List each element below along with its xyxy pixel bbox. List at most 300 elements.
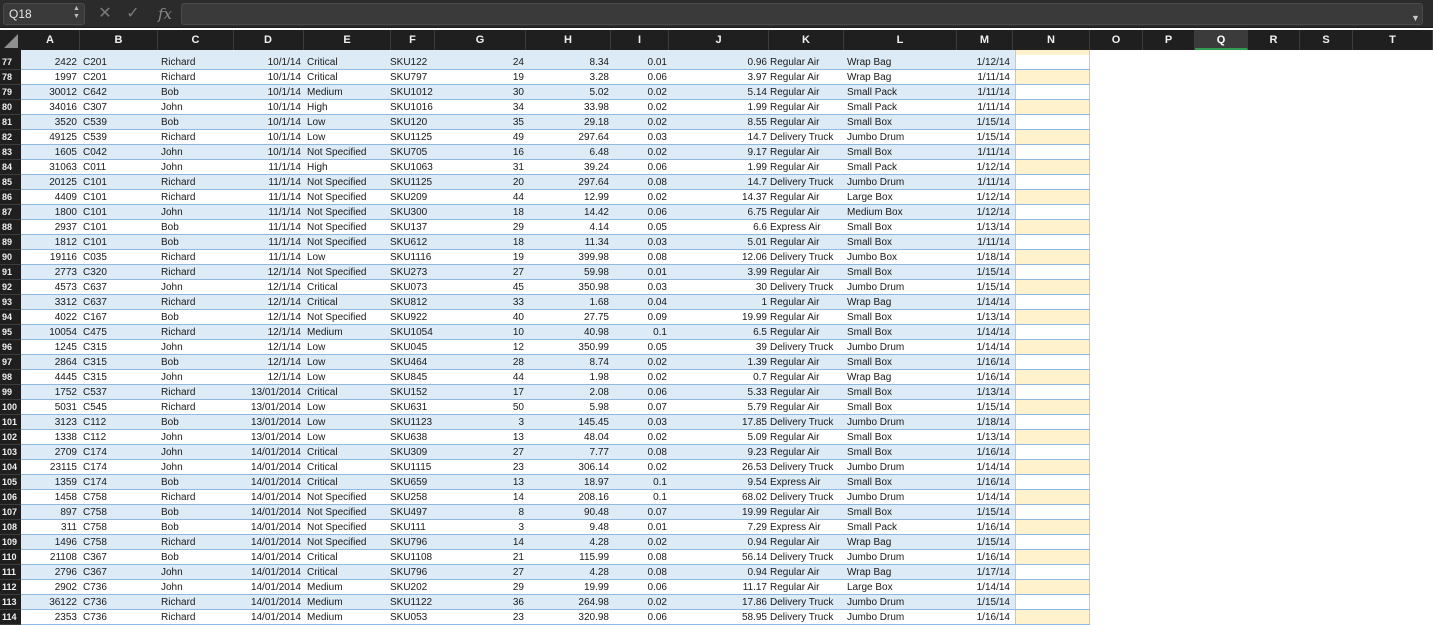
row-header[interactable]: 79 bbox=[0, 85, 21, 100]
cell-l[interactable]: Jumbo Drum bbox=[847, 177, 905, 188]
cell-i[interactable]: 0.03 bbox=[647, 237, 667, 248]
cell-e[interactable]: Not Specified bbox=[307, 222, 367, 233]
cell-c[interactable]: Richard bbox=[161, 387, 196, 398]
cell-k[interactable]: Regular Air bbox=[770, 72, 820, 83]
cell-a[interactable]: 897 bbox=[60, 507, 77, 518]
row-header[interactable]: 94 bbox=[0, 310, 21, 325]
cell-m[interactable]: 1/16/14 bbox=[976, 612, 1010, 623]
cell-e[interactable]: Not Specified bbox=[307, 312, 367, 323]
cell-j[interactable]: 68.02 bbox=[741, 492, 767, 503]
cell-j[interactable]: 58.95 bbox=[741, 612, 767, 623]
cell-f[interactable]: SKU659 bbox=[390, 477, 428, 488]
cell-n[interactable] bbox=[1015, 175, 1090, 190]
cell-e[interactable]: Medium bbox=[307, 327, 343, 338]
cell-a[interactable]: 3123 bbox=[54, 417, 77, 428]
cell-k[interactable]: Delivery Truck bbox=[770, 612, 834, 623]
cell-a[interactable]: 2422 bbox=[54, 57, 77, 68]
column-header-n[interactable]: N bbox=[1013, 30, 1090, 50]
cell-n[interactable] bbox=[1015, 430, 1090, 445]
cell-c[interactable]: John bbox=[161, 282, 183, 293]
cell-e[interactable]: Low bbox=[307, 432, 326, 443]
cell-c[interactable]: Bob bbox=[161, 477, 179, 488]
cell-n[interactable] bbox=[1015, 70, 1090, 85]
cell-l[interactable]: Jumbo Drum bbox=[847, 417, 905, 428]
cell-a[interactable]: 4022 bbox=[54, 312, 77, 323]
cell-i[interactable]: 0.02 bbox=[647, 87, 667, 98]
cell-h[interactable]: 39.24 bbox=[583, 162, 609, 173]
cell-g[interactable]: 23 bbox=[512, 612, 524, 623]
cell-a[interactable]: 2902 bbox=[54, 582, 77, 593]
cell-b[interactable]: C174 bbox=[83, 477, 107, 488]
cell-e[interactable]: Low bbox=[307, 402, 326, 413]
cell-g[interactable]: 12 bbox=[512, 342, 524, 353]
cell-h[interactable]: 1.98 bbox=[589, 372, 609, 383]
cell-e[interactable]: Not Specified bbox=[307, 507, 367, 518]
cell-i[interactable]: 0.07 bbox=[647, 402, 667, 413]
cell-k[interactable]: Delivery Truck bbox=[770, 132, 834, 143]
column-header-a[interactable]: A bbox=[21, 30, 80, 50]
name-box[interactable] bbox=[3, 3, 85, 25]
cell-i[interactable]: 0.02 bbox=[647, 537, 667, 548]
cell-k[interactable]: Regular Air bbox=[770, 147, 820, 158]
cell-c[interactable]: Bob bbox=[161, 357, 179, 368]
cell-h[interactable]: 14.42 bbox=[583, 207, 609, 218]
cell-j[interactable]: 3.99 bbox=[747, 267, 767, 278]
cell-j[interactable]: 26.53 bbox=[741, 462, 767, 473]
cell-k[interactable]: Regular Air bbox=[770, 402, 820, 413]
cell-n[interactable] bbox=[1015, 280, 1090, 295]
cell-f[interactable]: SKU464 bbox=[390, 357, 428, 368]
cell-a[interactable]: 2937 bbox=[54, 222, 77, 233]
cell-g[interactable]: 35 bbox=[512, 117, 524, 128]
column-header-i[interactable]: I bbox=[611, 30, 669, 50]
cell-d[interactable]: 13/01/2014 bbox=[250, 387, 301, 398]
cell-f[interactable]: SKU1108 bbox=[390, 552, 433, 563]
cell-n[interactable] bbox=[1015, 235, 1090, 250]
cell-b[interactable]: C736 bbox=[83, 597, 107, 608]
cell-i[interactable]: 0.1 bbox=[653, 327, 667, 338]
cell-j[interactable]: 6.75 bbox=[747, 207, 767, 218]
cell-b[interactable]: C101 bbox=[83, 207, 107, 218]
cell-a[interactable]: 1605 bbox=[54, 147, 77, 158]
cell-i[interactable]: 0.08 bbox=[647, 447, 667, 458]
cell-g[interactable]: 45 bbox=[512, 282, 524, 293]
cell-g[interactable]: 13 bbox=[512, 477, 524, 488]
cell-d[interactable]: 11/1/14 bbox=[268, 222, 301, 233]
cell-n[interactable] bbox=[1015, 415, 1090, 430]
cell-m[interactable]: 1/14/14 bbox=[976, 582, 1010, 593]
cell-l[interactable]: Small Box bbox=[847, 477, 893, 488]
row-header[interactable]: 101 bbox=[0, 415, 21, 430]
cell-f[interactable]: SKU202 bbox=[390, 582, 428, 593]
cell-g[interactable]: 19 bbox=[512, 252, 524, 263]
cell-m[interactable]: 1/18/14 bbox=[976, 417, 1010, 428]
cell-a[interactable]: 1800 bbox=[54, 207, 77, 218]
cell-i[interactable]: 0.09 bbox=[647, 312, 667, 323]
expand-formula-bar-icon[interactable]: ▼ bbox=[1411, 13, 1420, 23]
cancel-icon[interactable]: ✕ bbox=[98, 5, 112, 22]
cell-l[interactable]: Small Box bbox=[847, 222, 893, 233]
cell-i[interactable]: 0.08 bbox=[647, 252, 667, 263]
cell-g[interactable]: 36 bbox=[512, 597, 524, 608]
cell-g[interactable]: 27 bbox=[512, 447, 524, 458]
cell-m[interactable]: 1/14/14 bbox=[976, 297, 1010, 308]
cell-k[interactable]: Express Air bbox=[770, 477, 821, 488]
row-header[interactable]: 106 bbox=[0, 490, 21, 505]
cell-e[interactable]: Critical bbox=[307, 282, 338, 293]
cell-f[interactable]: SKU120 bbox=[390, 117, 428, 128]
cell-i[interactable]: 0.04 bbox=[647, 297, 667, 308]
cell-c[interactable]: Richard bbox=[161, 597, 196, 608]
cell-g[interactable]: 44 bbox=[512, 372, 524, 383]
cell-g[interactable]: 27 bbox=[512, 267, 524, 278]
cell-g[interactable]: 34 bbox=[512, 102, 524, 113]
cell-g[interactable]: 33 bbox=[512, 297, 524, 308]
cell-c[interactable]: John bbox=[161, 372, 183, 383]
cell-l[interactable]: Wrap Bag bbox=[847, 567, 892, 578]
cell-b[interactable]: C042 bbox=[83, 147, 107, 158]
cell-l[interactable]: Small Box bbox=[847, 147, 893, 158]
cell-f[interactable]: SKU812 bbox=[390, 297, 428, 308]
cell-n[interactable] bbox=[1015, 400, 1090, 415]
cell-d[interactable]: 10/1/14 bbox=[267, 72, 301, 83]
cell-h[interactable]: 18.97 bbox=[583, 477, 609, 488]
cell-c[interactable]: Bob bbox=[161, 87, 179, 98]
cell-e[interactable]: Low bbox=[307, 252, 326, 263]
cell-k[interactable]: Regular Air bbox=[770, 117, 820, 128]
cell-k[interactable]: Regular Air bbox=[770, 162, 820, 173]
cell-j[interactable]: 12.06 bbox=[741, 252, 767, 263]
cell-l[interactable]: Medium Box bbox=[847, 207, 903, 218]
cell-k[interactable]: Regular Air bbox=[770, 237, 820, 248]
cell-g[interactable]: 3 bbox=[518, 417, 524, 428]
cell-l[interactable]: Large Box bbox=[847, 582, 893, 593]
cell-j[interactable]: 5.09 bbox=[747, 432, 767, 443]
cell-c[interactable]: Richard bbox=[161, 267, 196, 278]
cell-c[interactable]: John bbox=[161, 462, 183, 473]
cell-j[interactable]: 14.7 bbox=[747, 177, 767, 188]
cell-g[interactable]: 24 bbox=[512, 57, 524, 68]
cell-d[interactable]: 13/01/2014 bbox=[250, 417, 301, 428]
cell-grid[interactable] bbox=[21, 50, 1433, 625]
cell-j[interactable]: 56.14 bbox=[741, 552, 767, 563]
cell-m[interactable]: 1/16/14 bbox=[976, 552, 1010, 563]
row-header[interactable]: 88 bbox=[0, 220, 21, 235]
cell-d[interactable]: 13/01/2014 bbox=[250, 432, 301, 443]
cell-i[interactable]: 0.01 bbox=[647, 57, 667, 68]
row-header[interactable]: 109 bbox=[0, 535, 21, 550]
cell-m[interactable]: 1/11/14 bbox=[977, 102, 1010, 113]
cell-a[interactable]: 19116 bbox=[49, 252, 77, 263]
cell-c[interactable]: Richard bbox=[161, 177, 196, 188]
cell-e[interactable]: Not Specified bbox=[307, 237, 367, 248]
cell-d[interactable]: 12/1/14 bbox=[267, 297, 301, 308]
column-header-o[interactable]: O bbox=[1090, 30, 1143, 50]
formula-input[interactable] bbox=[181, 3, 1423, 25]
cell-e[interactable]: Low bbox=[307, 372, 326, 383]
cell-b[interactable]: C545 bbox=[83, 402, 107, 413]
cell-h[interactable]: 1.68 bbox=[589, 297, 609, 308]
cell-i[interactable]: 0.02 bbox=[647, 372, 667, 383]
cell-b[interactable]: C011 bbox=[83, 162, 107, 173]
cell-h[interactable]: 11.34 bbox=[584, 237, 609, 248]
enter-checkmark-icon[interactable]: ✓ bbox=[126, 5, 140, 22]
cell-i[interactable]: 0.01 bbox=[647, 522, 667, 533]
cell-b[interactable]: C035 bbox=[83, 252, 107, 263]
cell-a[interactable]: 49125 bbox=[49, 132, 77, 143]
cell-i[interactable]: 0.06 bbox=[647, 612, 667, 623]
cell-n[interactable] bbox=[1015, 130, 1090, 145]
cell-j[interactable]: 19.99 bbox=[741, 312, 767, 323]
cell-b[interactable]: C101 bbox=[83, 222, 107, 233]
cell-h[interactable]: 19.99 bbox=[583, 582, 609, 593]
cell-g[interactable]: 14 bbox=[512, 492, 524, 503]
cell-l[interactable]: Jumbo Drum bbox=[847, 132, 905, 143]
cell-m[interactable]: 1/15/14 bbox=[976, 117, 1010, 128]
cell-d[interactable]: 10/1/14 bbox=[267, 117, 301, 128]
row-header[interactable]: 91 bbox=[0, 265, 21, 280]
cell-l[interactable]: Small Box bbox=[847, 267, 893, 278]
cell-d[interactable]: 14/01/2014 bbox=[250, 507, 301, 518]
cell-e[interactable]: Critical bbox=[307, 297, 338, 308]
cell-c[interactable]: Bob bbox=[161, 522, 179, 533]
cell-d[interactable]: 14/01/2014 bbox=[250, 567, 301, 578]
cell-d[interactable]: 14/01/2014 bbox=[250, 597, 301, 608]
cell-m[interactable]: 1/12/14 bbox=[976, 162, 1010, 173]
cell-k[interactable]: Delivery Truck bbox=[770, 417, 834, 428]
cell-m[interactable]: 1/15/14 bbox=[976, 132, 1010, 143]
cell-g[interactable]: 20 bbox=[512, 177, 524, 188]
cell-n[interactable] bbox=[1015, 205, 1090, 220]
cell-b[interactable]: C637 bbox=[83, 297, 107, 308]
cell-d[interactable]: 10/1/14 bbox=[267, 102, 301, 113]
cell-e[interactable]: Critical bbox=[307, 462, 338, 473]
cell-i[interactable]: 0.02 bbox=[647, 432, 667, 443]
cell-c[interactable]: John bbox=[161, 432, 183, 443]
cell-j[interactable]: 8.55 bbox=[747, 117, 767, 128]
cell-e[interactable]: Low bbox=[307, 357, 326, 368]
cell-b[interactable]: C201 bbox=[83, 57, 107, 68]
cell-c[interactable]: Bob bbox=[161, 237, 179, 248]
cell-n[interactable] bbox=[1015, 565, 1090, 580]
cell-f[interactable]: SKU1125 bbox=[390, 132, 433, 143]
cell-c[interactable]: Richard bbox=[161, 252, 196, 263]
cell-h[interactable]: 8.74 bbox=[589, 357, 609, 368]
cell-e[interactable]: Critical bbox=[307, 447, 338, 458]
cell-l[interactable]: Small Pack bbox=[847, 87, 898, 98]
cell-h[interactable]: 33.98 bbox=[583, 102, 609, 113]
cell-j[interactable]: 11.17 bbox=[742, 582, 767, 593]
cell-h[interactable]: 4.14 bbox=[589, 222, 609, 233]
cell-d[interactable]: 12/1/14 bbox=[267, 372, 301, 383]
cell-a[interactable]: 4409 bbox=[54, 192, 77, 203]
cell-b[interactable]: C101 bbox=[83, 237, 107, 248]
row-header[interactable]: 105 bbox=[0, 475, 21, 490]
cell-e[interactable]: Critical bbox=[307, 477, 338, 488]
cell-l[interactable]: Jumbo Drum bbox=[847, 552, 905, 563]
cell-n[interactable] bbox=[1015, 370, 1090, 385]
cell-j[interactable]: 1.99 bbox=[747, 162, 767, 173]
cell-c[interactable]: Richard bbox=[161, 132, 196, 143]
row-header[interactable]: 97 bbox=[0, 355, 21, 370]
row-header[interactable]: 100 bbox=[0, 400, 21, 415]
cell-l[interactable]: Large Box bbox=[847, 192, 893, 203]
column-header-s[interactable]: S bbox=[1300, 30, 1353, 50]
cell-i[interactable]: 0.03 bbox=[647, 417, 667, 428]
cell-k[interactable]: Delivery Truck bbox=[770, 252, 834, 263]
cell-b[interactable]: C315 bbox=[83, 342, 107, 353]
cell-k[interactable]: Regular Air bbox=[770, 357, 820, 368]
cell-b[interactable]: C758 bbox=[83, 522, 107, 533]
cell-j[interactable]: 17.86 bbox=[741, 597, 767, 608]
row-header[interactable]: 84 bbox=[0, 160, 21, 175]
cell-a[interactable]: 1496 bbox=[54, 537, 77, 548]
cell-h[interactable]: 8.34 bbox=[589, 57, 609, 68]
cell-d[interactable]: 12/1/14 bbox=[267, 342, 301, 353]
cell-f[interactable]: SKU497 bbox=[390, 507, 428, 518]
cell-n[interactable] bbox=[1015, 160, 1090, 175]
cell-h[interactable]: 208.16 bbox=[578, 492, 609, 503]
cell-l[interactable]: Small Box bbox=[847, 312, 893, 323]
cell-n[interactable] bbox=[1015, 265, 1090, 280]
cell-f[interactable]: SKU845 bbox=[390, 372, 428, 383]
cell-g[interactable]: 14 bbox=[512, 537, 524, 548]
cell-g[interactable]: 29 bbox=[512, 582, 524, 593]
cell-e[interactable]: Not Specified bbox=[307, 207, 367, 218]
cell-f[interactable]: SKU797 bbox=[390, 72, 428, 83]
cell-m[interactable]: 1/11/14 bbox=[977, 237, 1010, 248]
cell-d[interactable]: 14/01/2014 bbox=[250, 552, 301, 563]
cell-j[interactable]: 3.97 bbox=[747, 72, 767, 83]
row-header[interactable]: 82 bbox=[0, 130, 21, 145]
cell-c[interactable]: John bbox=[161, 162, 183, 173]
cell-g[interactable]: 31 bbox=[512, 162, 524, 173]
cell-a[interactable]: 20125 bbox=[49, 177, 77, 188]
cell-i[interactable]: 0.02 bbox=[647, 192, 667, 203]
cell-i[interactable]: 0.02 bbox=[647, 147, 667, 158]
cell-k[interactable]: Delivery Truck bbox=[770, 282, 834, 293]
cell-g[interactable]: 18 bbox=[512, 237, 524, 248]
cell-l[interactable]: Jumbo Drum bbox=[847, 492, 905, 503]
cell-b[interactable]: C174 bbox=[83, 462, 107, 473]
cell-j[interactable]: 19.99 bbox=[741, 507, 767, 518]
cell-d[interactable]: 12/1/14 bbox=[267, 267, 301, 278]
cell-e[interactable]: Medium bbox=[307, 612, 343, 623]
cell-m[interactable]: 1/17/14 bbox=[976, 567, 1010, 578]
cell-i[interactable]: 0.08 bbox=[647, 177, 667, 188]
cell-l[interactable]: Small Pack bbox=[847, 102, 898, 113]
cell-n[interactable] bbox=[1015, 250, 1090, 265]
cell-k[interactable]: Delivery Truck bbox=[770, 552, 834, 563]
cell-e[interactable]: Low bbox=[307, 132, 326, 143]
cell-b[interactable]: C736 bbox=[83, 582, 107, 593]
cell-b[interactable]: C307 bbox=[83, 102, 107, 113]
cell-a[interactable]: 1338 bbox=[54, 432, 77, 443]
cell-f[interactable]: SKU073 bbox=[390, 282, 428, 293]
row-header[interactable]: 98 bbox=[0, 370, 21, 385]
cell-b[interactable]: C101 bbox=[83, 177, 107, 188]
column-header-p[interactable]: P bbox=[1143, 30, 1195, 50]
cell-k[interactable]: Regular Air bbox=[770, 432, 820, 443]
cell-f[interactable]: SKU612 bbox=[390, 237, 428, 248]
cell-h[interactable]: 306.14 bbox=[578, 462, 609, 473]
cell-g[interactable]: 28 bbox=[512, 357, 524, 368]
cell-f[interactable]: SKU1116 bbox=[390, 252, 432, 263]
cell-a[interactable]: 1752 bbox=[54, 387, 77, 398]
cell-l[interactable]: Wrap Bag bbox=[847, 372, 892, 383]
row-header[interactable]: 113 bbox=[0, 595, 21, 610]
cell-j[interactable]: 1.99 bbox=[747, 102, 767, 113]
cell-j[interactable]: 9.17 bbox=[747, 147, 767, 158]
cell-h[interactable]: 59.98 bbox=[583, 267, 609, 278]
cell-k[interactable]: Regular Air bbox=[770, 267, 820, 278]
cell-d[interactable]: 12/1/14 bbox=[267, 312, 301, 323]
row-header[interactable]: 81 bbox=[0, 115, 21, 130]
cell-h[interactable]: 4.28 bbox=[589, 567, 609, 578]
row-header[interactable]: 110 bbox=[0, 550, 21, 565]
cell-f[interactable]: SKU309 bbox=[390, 447, 428, 458]
cell-g[interactable]: 18 bbox=[512, 207, 524, 218]
cell-d[interactable]: 11/1/14 bbox=[268, 237, 301, 248]
cell-b[interactable]: C642 bbox=[83, 87, 107, 98]
cell-c[interactable]: Richard bbox=[161, 612, 196, 623]
cell-m[interactable]: 1/16/14 bbox=[976, 447, 1010, 458]
cell-n[interactable] bbox=[1015, 535, 1090, 550]
cell-k[interactable]: Regular Air bbox=[770, 537, 820, 548]
cell-e[interactable]: Critical bbox=[307, 57, 338, 68]
row-header[interactable]: 89 bbox=[0, 235, 21, 250]
cell-i[interactable]: 0.02 bbox=[647, 357, 667, 368]
cell-d[interactable]: 11/1/14 bbox=[268, 177, 301, 188]
column-header-f[interactable]: F bbox=[391, 30, 435, 50]
cell-f[interactable]: SKU1016 bbox=[390, 102, 433, 113]
cell-l[interactable]: Jumbo Drum bbox=[847, 612, 905, 623]
cell-b[interactable]: C174 bbox=[83, 447, 107, 458]
cell-i[interactable]: 0.06 bbox=[647, 387, 667, 398]
cell-f[interactable]: SKU1122 bbox=[390, 597, 433, 608]
cell-h[interactable]: 48.04 bbox=[583, 432, 609, 443]
cell-f[interactable]: SKU1125 bbox=[390, 177, 433, 188]
row-header[interactable]: 114 bbox=[0, 610, 21, 625]
cell-m[interactable]: 1/14/14 bbox=[976, 492, 1010, 503]
cell-g[interactable]: 50 bbox=[512, 402, 524, 413]
cell-k[interactable]: Regular Air bbox=[770, 192, 820, 203]
cell-b[interactable]: C112 bbox=[83, 432, 107, 443]
cell-i[interactable]: 0.03 bbox=[647, 282, 667, 293]
cell-b[interactable]: C112 bbox=[83, 417, 107, 428]
cell-m[interactable]: 1/15/14 bbox=[976, 282, 1010, 293]
cell-j[interactable]: 5.79 bbox=[747, 402, 767, 413]
cell-l[interactable]: Small Pack bbox=[847, 162, 898, 173]
cell-c[interactable]: Richard bbox=[161, 537, 196, 548]
cell-n[interactable] bbox=[1015, 85, 1090, 100]
cell-n[interactable] bbox=[1015, 145, 1090, 160]
cell-n[interactable] bbox=[1015, 220, 1090, 235]
cell-l[interactable]: Small Box bbox=[847, 117, 893, 128]
cell-a[interactable]: 23115 bbox=[49, 462, 77, 473]
cell-h[interactable]: 320.98 bbox=[578, 612, 609, 623]
cell-l[interactable]: Small Box bbox=[847, 327, 893, 338]
cell-i[interactable]: 0.08 bbox=[647, 552, 667, 563]
cell-d[interactable]: 12/1/14 bbox=[267, 282, 301, 293]
cell-i[interactable]: 0.02 bbox=[647, 462, 667, 473]
cell-m[interactable]: 1/13/14 bbox=[976, 222, 1010, 233]
cell-b[interactable]: C537 bbox=[83, 387, 107, 398]
row-header[interactable]: 111 bbox=[0, 565, 21, 580]
column-header-m[interactable]: M bbox=[957, 30, 1013, 50]
cell-j[interactable]: 5.01 bbox=[747, 237, 767, 248]
cell-a[interactable]: 10054 bbox=[49, 327, 77, 338]
